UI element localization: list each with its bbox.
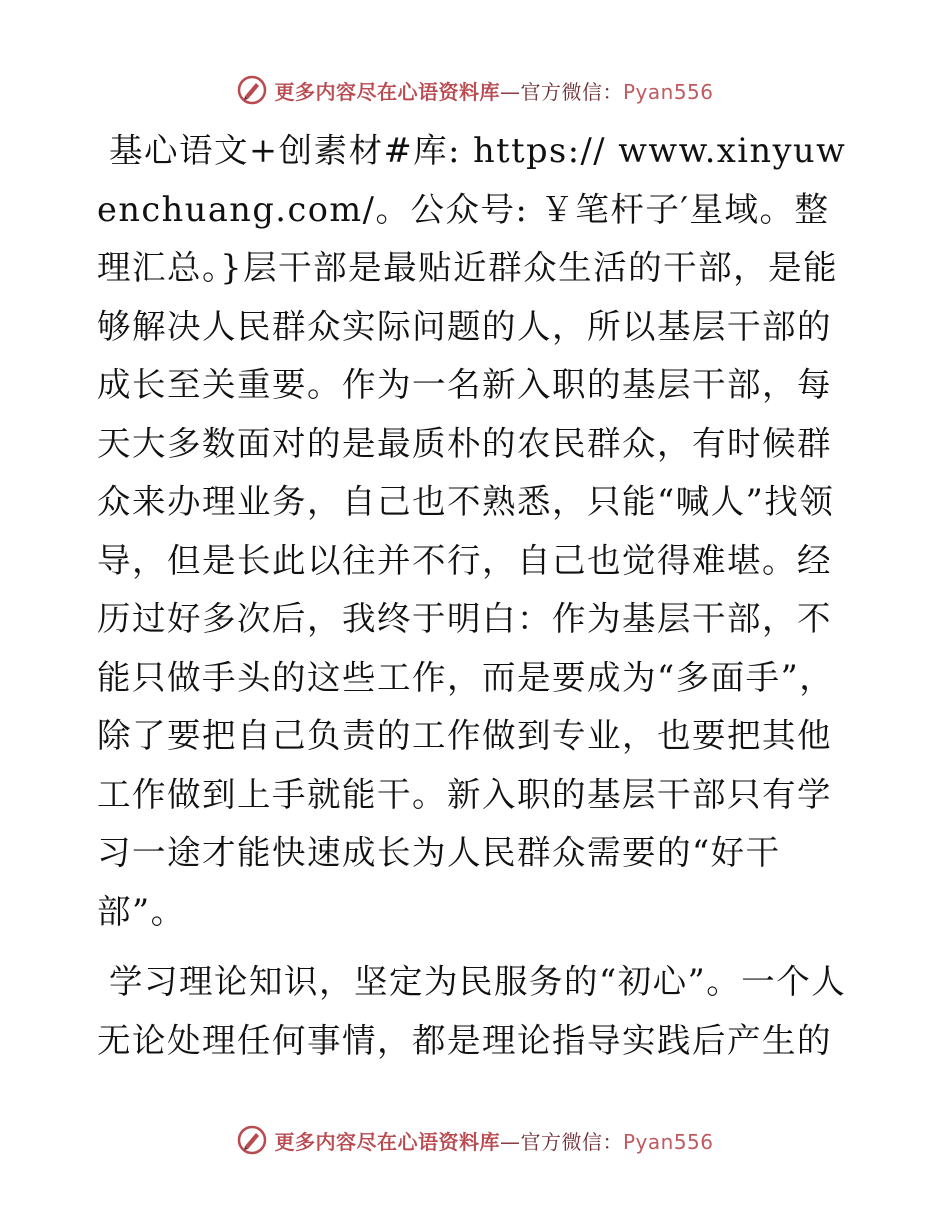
watermark-official-label: 官方微信： [520, 79, 623, 104]
circle-pen-logo-icon [236, 1124, 268, 1156]
document-body [97, 122, 852, 1070]
watermark-text [274, 76, 713, 105]
watermark-wechat-id: Pyan556 [622, 1129, 714, 1154]
paragraph-2: 学习理论知识，坚定为民服务的“初心”。一个人无论处理任何事情，都是理论指导实践后产生的 [97, 962, 847, 1060]
paragraph-1: 基心语文+创素材#库: https:// www.xinyuwenchuang.com/。公众号: ￥笔杆子′星域。整理汇总。}层干部是最贴近群众生活的干部，是能够解决人民群众实际问题的人，所以基层干部的成长至关重要。作为一名新入职的基层干部，每天大多数面对的是最质朴的农民群众，有时候群众来办理业务，自己也不熟悉，只能“喊人”找领导，但是长此以往并不行，自己也觉得难堪。经历过好多次后，我终于明白：作为基层干部，不能只做手头的这些工作，而是要成为“多面手”，除了要把自己负责的工作做到专业，也要把其他工作做到上手就能干。新入职的基层干部只有学习一途才能快速成长为人民群众需要的“好干部”。 [97, 131, 847, 931]
header-watermark-banner [0, 70, 950, 110]
watermark-brand: 更多内容尽在心语资料库 [274, 1129, 500, 1154]
circle-pen-logo-icon [236, 74, 268, 106]
watermark-dash: — [499, 79, 521, 104]
watermark-official-label: 官方微信： [520, 1129, 623, 1154]
watermark-brand: 更多内容尽在心语资料库 [274, 79, 500, 104]
footer-watermark-banner [0, 1120, 950, 1160]
watermark-wechat-id: Pyan556 [622, 79, 714, 104]
watermark-dash: — [499, 1129, 521, 1154]
watermark-text [274, 1126, 713, 1155]
